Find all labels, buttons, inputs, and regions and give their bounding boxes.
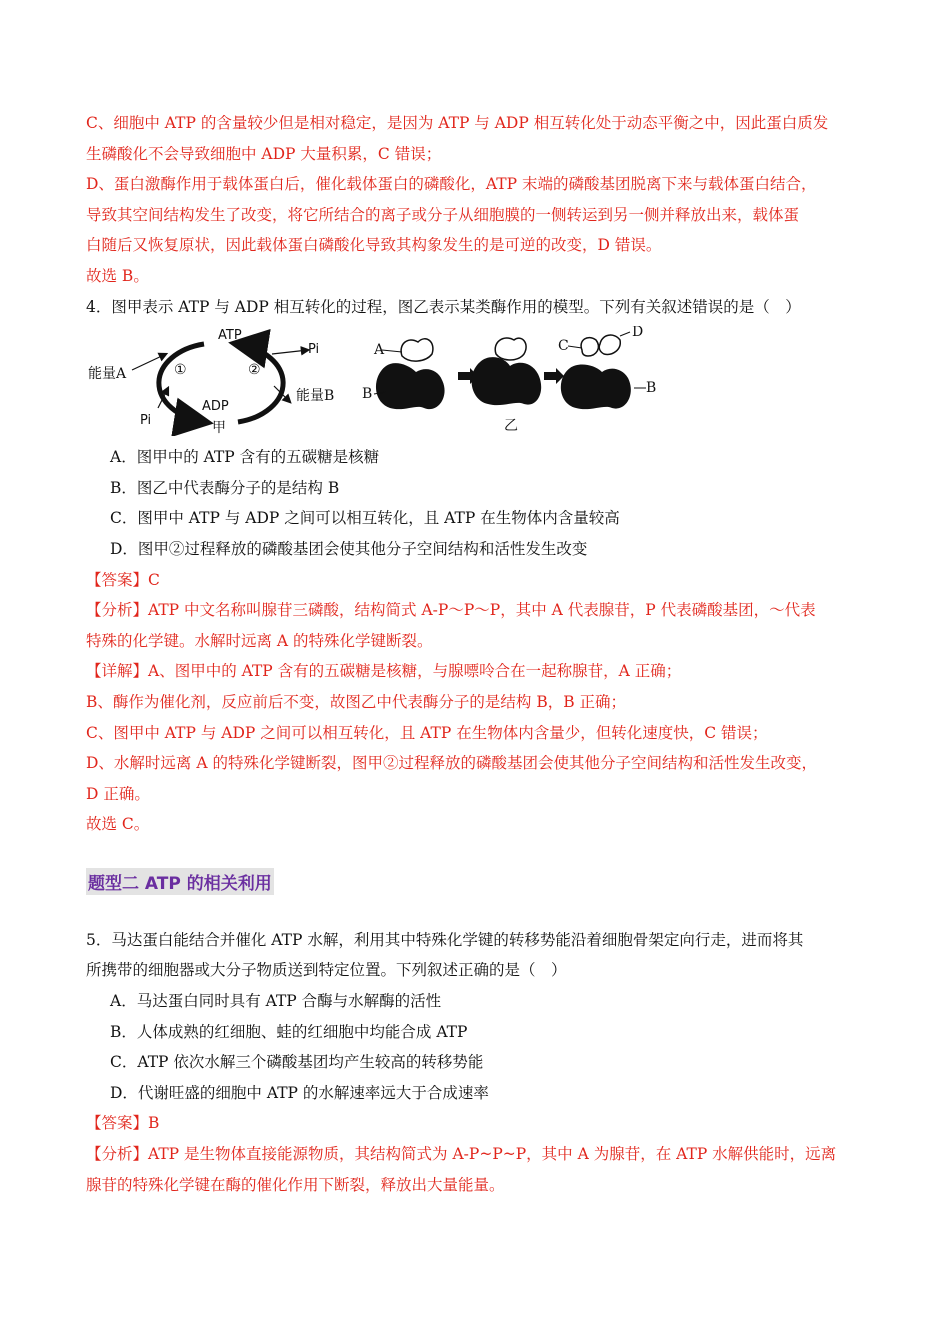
figure-jia bbox=[88, 328, 334, 436]
option-a: A．马达蛋白同时具有 ATP 合酶与水解酶的活性 bbox=[110, 992, 442, 1011]
text-line: 白随后又恢复原状，因此载体蛋白磷酸化导致其构象发生的是可逆的改变，D 错误。 bbox=[86, 236, 662, 255]
enzyme-shape-1 bbox=[376, 363, 445, 409]
product-c bbox=[581, 338, 598, 356]
answer-line: 【答案】B bbox=[86, 1114, 160, 1133]
answer-block bbox=[86, 1108, 866, 1200]
text-line: D、蛋白激酶作用于载体蛋白后，催化载体蛋白的磷酸化，ATP 末端的磷酸基团脱离下来与载体蛋白结合， bbox=[86, 175, 817, 194]
explanation-line: D、水解时远离 A 的特殊化学键断裂，图甲②过程释放的磷酸基团会使其他分子空间结构和活性发生改变， bbox=[86, 754, 817, 773]
pi-in-label: Pi bbox=[140, 413, 152, 429]
document-page bbox=[86, 108, 866, 1200]
text-line: C、细胞中 ATP 的含量较少但是相对稳定，是因为 ATP 与 ADP 相互转化处于动态平衡之中，因此蛋白质发 bbox=[86, 114, 829, 132]
text-line: 故选 B。 bbox=[86, 266, 149, 285]
option-a: A．图甲中的 ATP 含有的五碳糖是核糖 bbox=[110, 448, 380, 467]
figure-jia-caption: 甲 bbox=[212, 420, 226, 437]
pi-out-arrow bbox=[272, 350, 308, 354]
question-stem: 所携带的细胞器或大分子物质送到特定位置。下列叙述正确的是（ ） bbox=[86, 961, 567, 980]
answer-line: 【答案】C bbox=[86, 570, 160, 589]
option-d: D．代谢旺盛的细胞中 ATP 的水解速率远大于合成速率 bbox=[110, 1083, 489, 1102]
enzyme-shape-3 bbox=[561, 365, 631, 410]
label-a: A bbox=[374, 342, 385, 359]
previous-answer-block bbox=[86, 108, 866, 292]
energy-a-label: 能量A bbox=[88, 366, 127, 383]
question-5 bbox=[86, 925, 866, 1200]
product-d bbox=[599, 335, 620, 354]
enzyme-shape-2 bbox=[472, 357, 542, 405]
process-1-label: ① bbox=[174, 362, 187, 379]
analysis-line: 腺苷的特殊化学键在酶的催化作用下断裂，释放出大量能量。 bbox=[86, 1175, 505, 1194]
question-stem: 5．马达蛋白能结合并催化 ATP 水解，利用其中特殊化学键的转移势能沿着细胞骨架定向行走，进而将其 bbox=[86, 930, 804, 949]
substrate-shape-2 bbox=[495, 338, 526, 360]
pi-out-label: Pi bbox=[308, 342, 320, 358]
explanation-line: B、酶作为催化剂，反应前后不变，故图乙中代表酶分子的是结构 B，B 正确； bbox=[86, 692, 627, 711]
option-b: B．图乙中代表酶分子的是结构 B bbox=[110, 478, 340, 497]
option-d: D．图甲②过程释放的磷酸基团会使其他分子空间结构和活性发生改变 bbox=[110, 539, 588, 558]
text-line: 生磷酸化不会导致细胞中 ADP 大量积累，C 错误； bbox=[86, 144, 442, 163]
analysis-line: 【分析】ATP 是生物体直接能源物质，其结构简式为 A-P~P~P，其中 A 为腺苷，在 ATP 水解供能时，远离 bbox=[86, 1145, 837, 1164]
answer-block bbox=[86, 565, 866, 840]
adp-label: ADP bbox=[202, 399, 229, 415]
atp-label: ATP bbox=[218, 328, 242, 344]
text-line: 导致其空间结构发生了改变，将它所结合的离子或分子从细胞膜的一侧转运到另一侧并释放出来，载体蛋 bbox=[86, 205, 800, 224]
label-b-1: B bbox=[362, 386, 373, 403]
analysis-line: 特殊的化学键。水解时远离 A 的特殊化学键断裂。 bbox=[86, 631, 433, 650]
step-arrow-2 bbox=[544, 368, 564, 384]
cycle-arrow-right bbox=[238, 344, 283, 422]
atp-enzyme-diagram bbox=[86, 326, 866, 436]
option-b: B．人体成熟的红细胞、蛙的红细胞中均能合成 ATP bbox=[110, 1022, 468, 1041]
option-c: C．图甲中 ATP 与 ADP 之间可以相互转化，且 ATP 在生物体内含量较高 bbox=[110, 509, 620, 528]
figure-yi bbox=[362, 326, 656, 434]
label-d: D bbox=[632, 326, 644, 341]
process-2-label: ② bbox=[248, 362, 261, 379]
analysis-line: 【分析】ATP 中文名称叫腺苷三磷酸，结构简式 A-P～P～P，其中 A 代表腺苷，P 代表磷酸基团，～代表 bbox=[86, 601, 816, 620]
question-stem: 4．图甲表示 ATP 与 ADP 相互转化的过程，图乙表示某类酶作用的模型。下列有关叙述错误的是（ ） bbox=[86, 297, 801, 316]
label-b-2: B bbox=[646, 380, 657, 397]
question-figure bbox=[86, 326, 866, 436]
substrate-shape-1 bbox=[401, 339, 433, 361]
explanation-line: C、图甲中 ATP 与 ADP 之间可以相互转化，且 ATP 在生物体内含量少，但转化速度快，C 错误； bbox=[86, 723, 768, 742]
explanation-line: 【详解】A、图甲中的 ATP 含有的五碳糖是核糖，与腺嘌呤合在一起称腺苷，A 正确； bbox=[86, 662, 682, 681]
label-c: C bbox=[558, 338, 569, 355]
question-4 bbox=[86, 292, 866, 840]
conclusion-line: 故选 C。 bbox=[86, 815, 150, 834]
figure-yi-caption: 乙 bbox=[504, 418, 518, 435]
energy-b-label: 能量B bbox=[296, 388, 335, 405]
explanation-line: D 正确。 bbox=[86, 784, 150, 803]
section-heading: 题型二 ATP 的相关利用 bbox=[86, 868, 274, 895]
cycle-arrow-left bbox=[159, 344, 204, 422]
option-c: C．ATP 依次水解三个磷酸基团均产生较高的转移势能 bbox=[110, 1053, 484, 1072]
